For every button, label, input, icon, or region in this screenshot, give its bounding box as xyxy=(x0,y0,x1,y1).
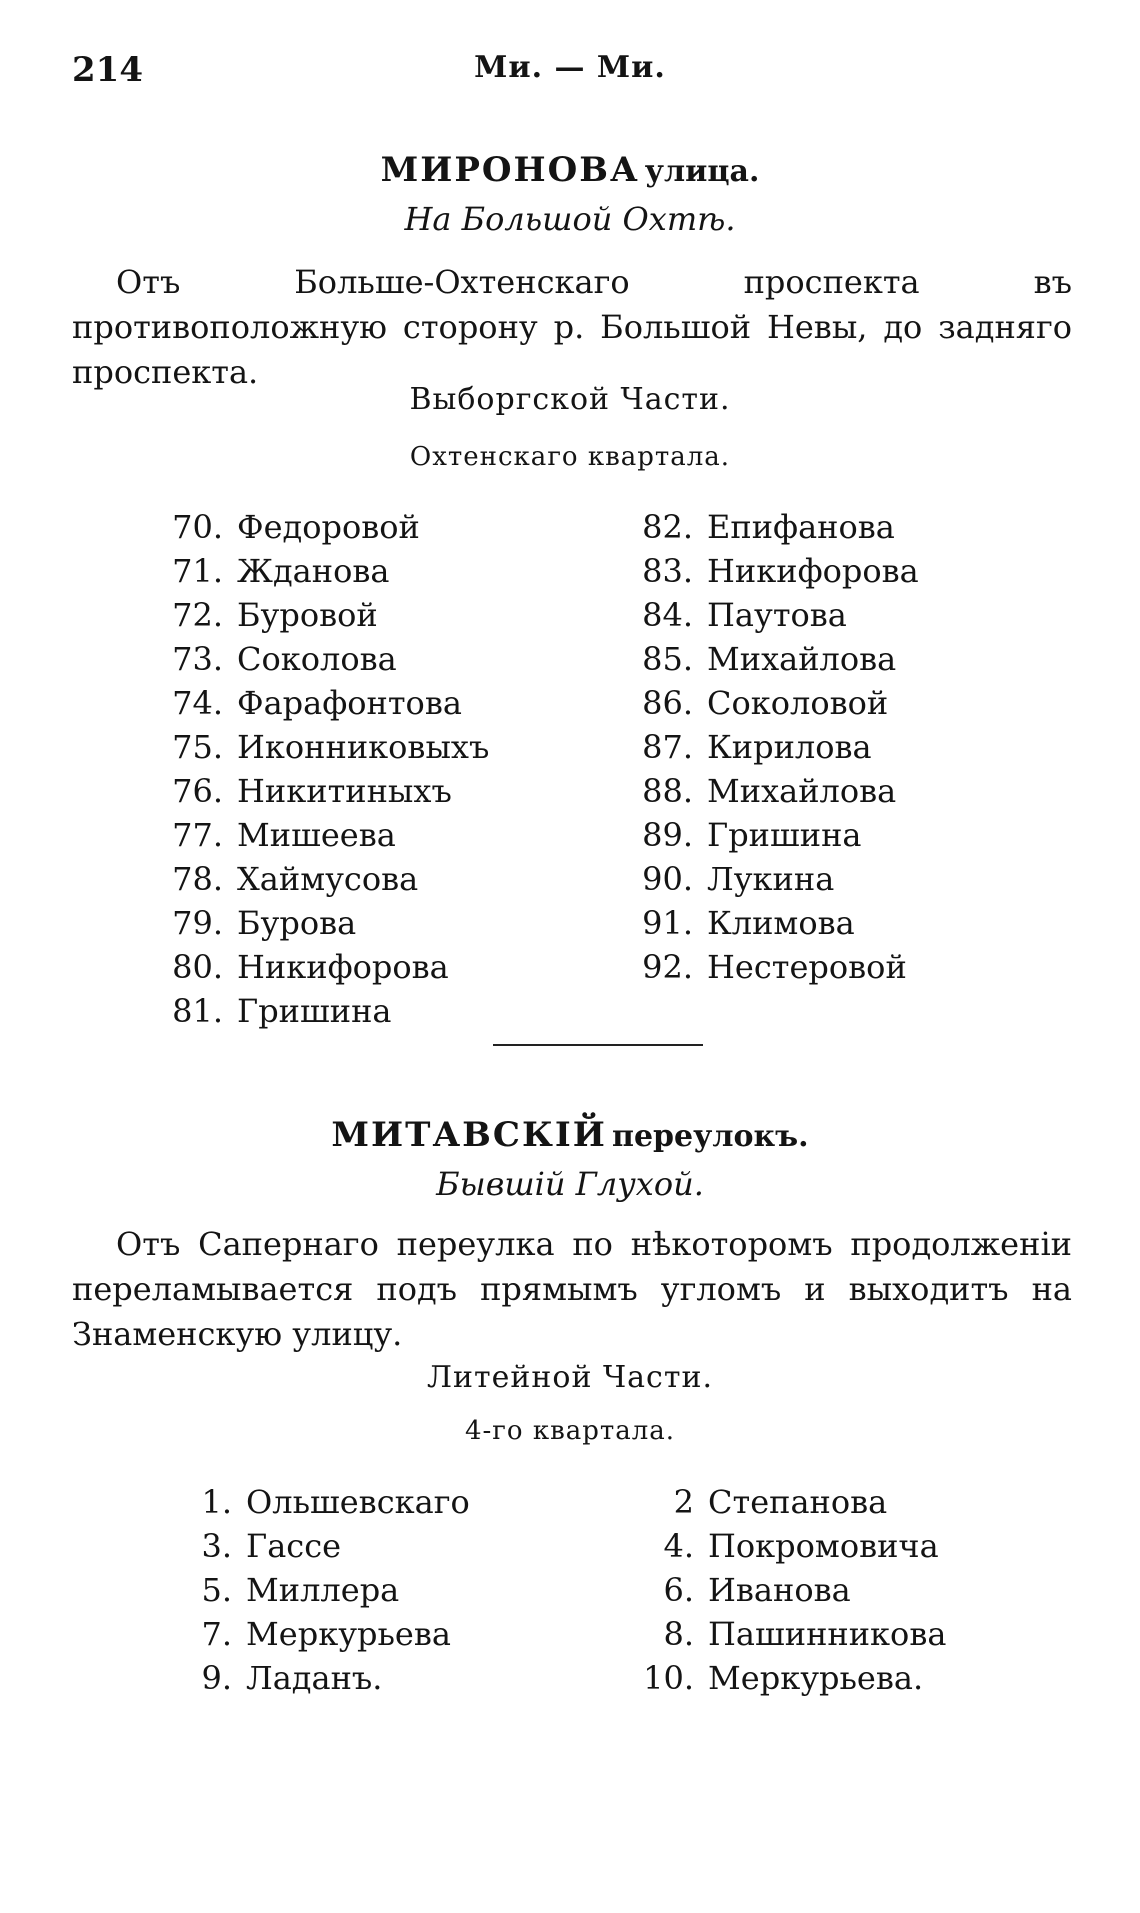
house-number: 85. xyxy=(642,640,693,678)
owner-name: Гришина xyxy=(237,992,392,1030)
section2-description: Отъ Сапернаго переулка по нѣкоторомъ продолженіи переламывается подъ прямымъ угломъ и выходитъ на Знаменскую улицу. xyxy=(72,1225,1072,1353)
list-item xyxy=(190,1568,470,1612)
house-number: 81. xyxy=(172,992,223,1030)
house-number: 82. xyxy=(642,508,693,546)
house-number: 90. xyxy=(642,860,693,898)
house-number: 86. xyxy=(642,684,693,722)
owner-name: Миллера xyxy=(246,1571,400,1609)
owner-name: Меркурьева xyxy=(246,1615,451,1653)
list-item xyxy=(635,857,919,901)
list-item xyxy=(635,593,919,637)
owner-name: Покромовича xyxy=(708,1527,939,1565)
owner-name: Меркурьева. xyxy=(708,1659,924,1697)
list-item xyxy=(640,1656,946,1700)
house-number: 4. xyxy=(663,1527,694,1565)
owner-name: Лукина xyxy=(707,860,835,898)
owner-name: Фарафонтова xyxy=(237,684,462,722)
owner-name: Нестеровой xyxy=(707,948,907,986)
house-number: 88. xyxy=(642,772,693,810)
list-item xyxy=(165,549,489,593)
owner-name: Степанова xyxy=(708,1483,888,1521)
list-item xyxy=(165,769,489,813)
owner-name: Епифанова xyxy=(707,508,895,546)
house-number: 79. xyxy=(172,904,223,942)
section2-list-right xyxy=(640,1480,946,1700)
list-item xyxy=(165,593,489,637)
section2-quarter: 4-го квартала. xyxy=(464,1416,676,1446)
list-item xyxy=(635,901,919,945)
owner-name: Соколова xyxy=(237,640,397,678)
section2-title xyxy=(0,1115,1140,1155)
list-item xyxy=(165,945,489,989)
list-item xyxy=(635,769,919,813)
section2-list-left xyxy=(190,1480,470,1700)
owner-name: Паутова xyxy=(707,596,847,634)
owner-name: Иванова xyxy=(708,1571,851,1609)
list-item xyxy=(165,505,489,549)
list-item xyxy=(165,637,489,681)
owner-name: Никифорова xyxy=(237,948,449,986)
owner-name: Соколовой xyxy=(707,684,889,722)
section1-list-right xyxy=(635,505,919,989)
section2-title-main: МИТАВСКІЙ xyxy=(331,1115,607,1155)
house-number: 5. xyxy=(201,1571,232,1609)
house-number: 10. xyxy=(643,1659,694,1697)
owner-name: Гассе xyxy=(246,1527,342,1565)
list-item xyxy=(635,505,919,549)
house-number: 9. xyxy=(201,1659,232,1697)
section2-district: Литейной Части. xyxy=(427,1360,713,1395)
house-number: 3. xyxy=(201,1527,232,1565)
list-item xyxy=(635,637,919,681)
section2-title-rest: переулокъ. xyxy=(612,1119,809,1154)
house-number: 6. xyxy=(663,1571,694,1609)
section1-description: Отъ Больше-Охтенскаго проспекта въ противоположную сторону р. Большой Невы, до задняго проспекта. xyxy=(72,263,1072,391)
list-item xyxy=(635,813,919,857)
house-number: 70. xyxy=(172,508,223,546)
list-item xyxy=(635,945,919,989)
list-item xyxy=(190,1612,470,1656)
house-number: 89. xyxy=(642,816,693,854)
page-number: 214 xyxy=(72,50,143,90)
house-number: 87. xyxy=(642,728,693,766)
house-number: 74. xyxy=(172,684,223,722)
owner-name: Буровой xyxy=(237,596,378,634)
house-number: 83. xyxy=(642,552,693,590)
house-number: 92. xyxy=(642,948,693,986)
house-number: 7. xyxy=(201,1615,232,1653)
section1-district: Выборгской Части. xyxy=(409,382,731,417)
owner-name: Мишеева xyxy=(237,816,396,854)
house-number: 72. xyxy=(172,596,223,634)
owner-name: Михайлова xyxy=(707,772,897,810)
section1-subtitle: На Большой Охтѣ. xyxy=(404,200,736,238)
section1-title-rest: улица. xyxy=(644,154,760,189)
house-number: 1. xyxy=(201,1483,232,1521)
house-number: 80. xyxy=(172,948,223,986)
house-number: 2 xyxy=(673,1483,694,1521)
list-item xyxy=(640,1612,946,1656)
house-number: 76. xyxy=(172,772,223,810)
owner-name: Никитиныхъ xyxy=(237,772,452,810)
owner-name: Никифорова xyxy=(707,552,919,590)
list-item xyxy=(640,1568,946,1612)
list-item xyxy=(640,1480,946,1524)
list-item xyxy=(165,901,489,945)
house-number: 75. xyxy=(172,728,223,766)
list-item xyxy=(635,725,919,769)
owner-name: Иконниковыхъ xyxy=(237,728,490,766)
house-number: 91. xyxy=(642,904,693,942)
house-number: 73. xyxy=(172,640,223,678)
running-head: Ми. — Ми. xyxy=(474,50,666,85)
house-number: 8. xyxy=(663,1615,694,1653)
owner-name: Федоровой xyxy=(237,508,420,546)
list-item xyxy=(165,725,489,769)
list-item xyxy=(635,549,919,593)
owner-name: Климова xyxy=(707,904,855,942)
owner-name: Хаймусова xyxy=(237,860,419,898)
owner-name: Пашинникова xyxy=(708,1615,947,1653)
house-number: 84. xyxy=(642,596,693,634)
owner-name: Михайлова xyxy=(707,640,897,678)
house-number: 78. xyxy=(172,860,223,898)
section-divider xyxy=(493,1044,703,1046)
owner-name: Жданова xyxy=(237,552,390,590)
list-item xyxy=(165,681,489,725)
section1-title xyxy=(0,150,1140,190)
list-item xyxy=(165,989,489,1033)
list-item xyxy=(640,1524,946,1568)
list-item xyxy=(635,681,919,725)
house-number: 71. xyxy=(172,552,223,590)
owner-name: Гришина xyxy=(707,816,862,854)
house-number: 77. xyxy=(172,816,223,854)
owner-name: Ольшевскаго xyxy=(246,1483,470,1521)
section2-subtitle: Бывшій Глухой. xyxy=(436,1165,704,1203)
owner-name: Бурова xyxy=(237,904,357,942)
list-item xyxy=(190,1656,470,1700)
list-item xyxy=(190,1480,470,1524)
list-item xyxy=(165,813,489,857)
section1-quarter: Охтенскаго квартала. xyxy=(409,442,731,472)
section1-list-left xyxy=(165,505,489,1033)
owner-name: Ладанъ. xyxy=(246,1659,383,1697)
section1-title-main: МИРОНОВА xyxy=(380,150,640,190)
owner-name: Кирилова xyxy=(707,728,872,766)
list-item xyxy=(165,857,489,901)
list-item xyxy=(190,1524,470,1568)
